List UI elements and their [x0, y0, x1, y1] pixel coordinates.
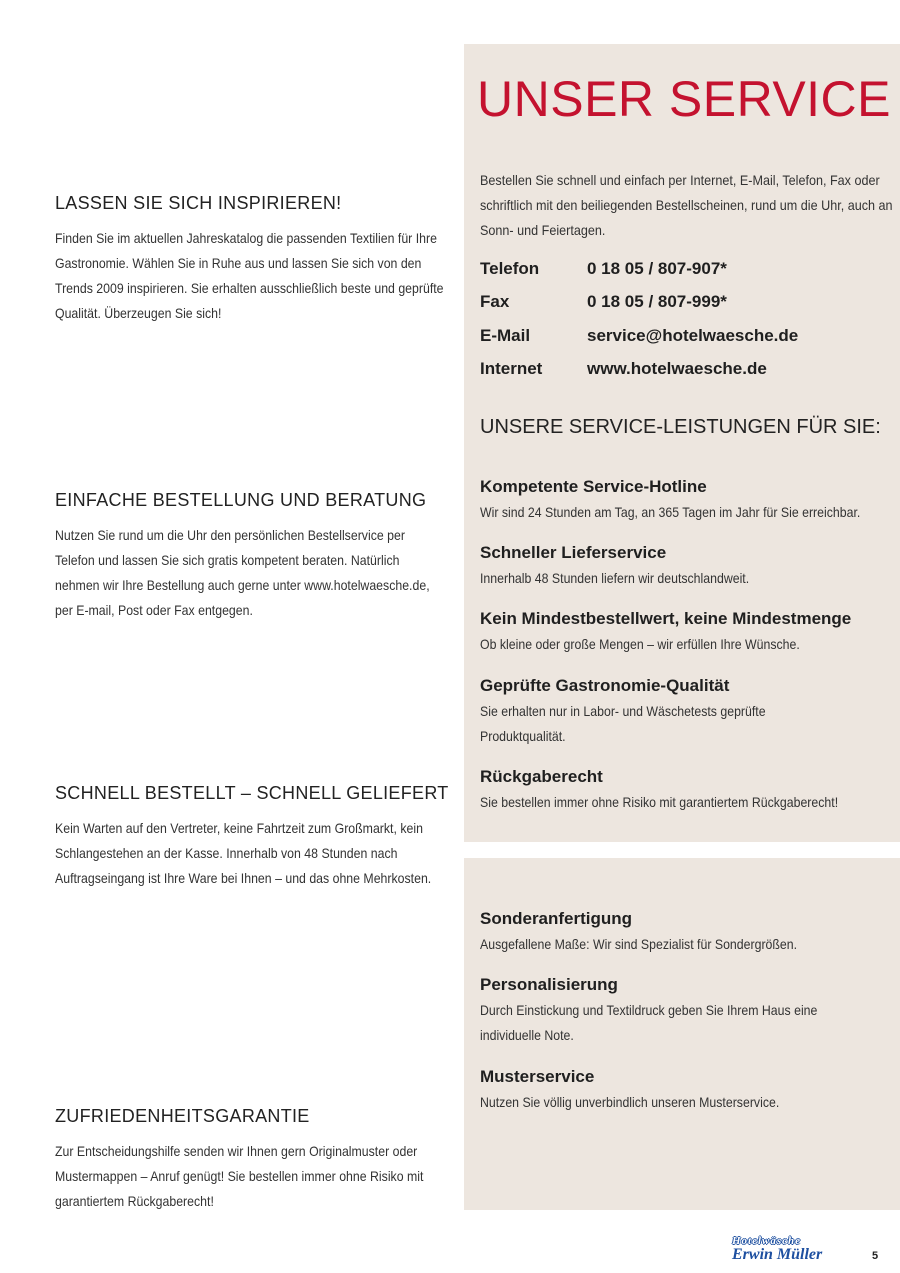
- service-item-minimum: [480, 608, 890, 657]
- page-title: UNSER SERVICE: [477, 71, 892, 127]
- contact-value: 0 18 05 / 807-999*: [587, 292, 727, 311]
- service-text: Sie bestellen immer ohne Risiko mit garantiertem Rückgaberecht!: [480, 794, 839, 810]
- contact-label: Internet: [480, 359, 543, 378]
- section-heading: SCHNELL BESTELLT – SCHNELL GELIEFERT: [55, 783, 449, 803]
- contact-label: Fax: [480, 292, 510, 311]
- service-text: Wir sind 24 Stunden am Tag, an 365 Tagen im Jahr für Sie erreichbar.: [480, 504, 861, 520]
- contact-internet: [480, 359, 767, 379]
- contact-fax: [480, 292, 727, 312]
- section-text: Nutzen Sie rund um die Uhr den persönlichen Bestellservice per Telefon und lassen Sie sich gratis kompetent beraten. Natürlich nehmen wir Ihre Bestellung auch gerne unter www.hotelwaesche.de, per E-mail, Post oder Fax entgegen.: [55, 527, 430, 618]
- contact-phone: [480, 259, 727, 279]
- service-text: Nutzen Sie völlig unverbindlich unseren Musterservice.: [480, 1094, 780, 1110]
- service-item-personalization: [480, 974, 890, 1048]
- section-fast-delivery: [55, 783, 455, 891]
- brand-logo: [732, 1236, 844, 1264]
- service-title: Sonderanfertigung: [480, 909, 633, 928]
- service-title: Rückgaberecht: [480, 767, 603, 786]
- contact-label: E-Mail: [480, 326, 531, 345]
- service-item-quality: [480, 675, 890, 749]
- section-text: Finden Sie im aktuellen Jahreskatalog die passenden Textilien für Ihre Gastronomie. Wählen Sie in Ruhe aus und lassen Sie sich von den Trends 2009 inspirieren. Sie erhalten ausschließlich beste und geprüfte Qualität. Überzeugen Sie sich!: [55, 230, 444, 321]
- service-intro: Bestellen Sie schnell und einfach per Internet, E-Mail, Telefon, Fax oder schriftlich mit den beiliegenden Bestellscheinen, rund um die Uhr, auch an Sonn- und Feiertagen.: [480, 172, 893, 238]
- service-title: Kompetente Service-Hotline: [480, 477, 707, 496]
- service-text: Ausgefallene Maße: Wir sind Spezialist für Sondergrößen.: [480, 936, 798, 952]
- service-title: Geprüfte Gastronomie-Qualität: [480, 676, 730, 695]
- service-item-delivery: [480, 542, 890, 591]
- section-text: Kein Warten auf den Vertreter, keine Fahrtzeit zum Großmarkt, kein Schlangestehen an der Kasse. Innerhalb von 48 Stunden nach Auftragseingang ist Ihre Ware bei Ihnen – und das ohne Mehrkosten.: [55, 820, 432, 886]
- service-item-returns: [480, 766, 890, 815]
- service-title: Musterservice: [480, 1067, 595, 1086]
- section-text: Zur Entscheidungshilfe senden wir Ihnen gern Originalmuster oder Mustermappen – Anruf genügt! Sie bestellen immer ohne Risiko mit garantiertem Rückgaberecht!: [55, 1143, 424, 1209]
- section-heading: ZUFRIEDENHEITSGARANTIE: [55, 1106, 310, 1126]
- service-title: Personalisierung: [480, 975, 618, 994]
- service-item-custom: [480, 908, 890, 957]
- service-text: Sie erhalten nur in Labor- und Wäschetests geprüfte Produktqualität.: [480, 703, 766, 744]
- section-heading: EINFACHE BESTELLUNG UND BERATUNG: [55, 490, 427, 510]
- service-item-hotline: [480, 476, 890, 525]
- section-ordering: [55, 490, 455, 623]
- services-heading: UNSERE SERVICE-LEISTUNGEN FÜR SIE:: [480, 416, 881, 438]
- service-text: Innerhalb 48 Stunden liefern wir deutschlandweit.: [480, 570, 750, 586]
- logo-name: Erwin Müller: [732, 1246, 823, 1263]
- logo-subline: Hotelwäsche: [732, 1235, 802, 1247]
- service-text: Durch Einstickung und Textildruck geben Sie Ihrem Haus eine individuelle Note.: [480, 1002, 818, 1043]
- service-title: Schneller Lieferservice: [480, 543, 667, 562]
- section-heading: LASSEN SIE SICH INSPIRIEREN!: [55, 193, 342, 213]
- contact-label: Telefon: [480, 259, 540, 278]
- page-number: 5: [872, 1250, 879, 1262]
- contact-email: [480, 326, 798, 346]
- contact-value: 0 18 05 / 807-907*: [587, 259, 727, 278]
- service-title: Kein Mindestbestellwert, keine Mindestmenge: [480, 609, 852, 628]
- section-guarantee: [55, 1106, 455, 1214]
- website-link[interactable]: www.hotelwaesche.de: [587, 359, 767, 378]
- email-link[interactable]: service@hotelwaesche.de: [587, 326, 799, 345]
- service-text: Ob kleine oder große Mengen – wir erfüllen Ihre Wünsche.: [480, 636, 800, 652]
- section-inspiration: [55, 193, 455, 326]
- service-item-samples: [480, 1066, 890, 1115]
